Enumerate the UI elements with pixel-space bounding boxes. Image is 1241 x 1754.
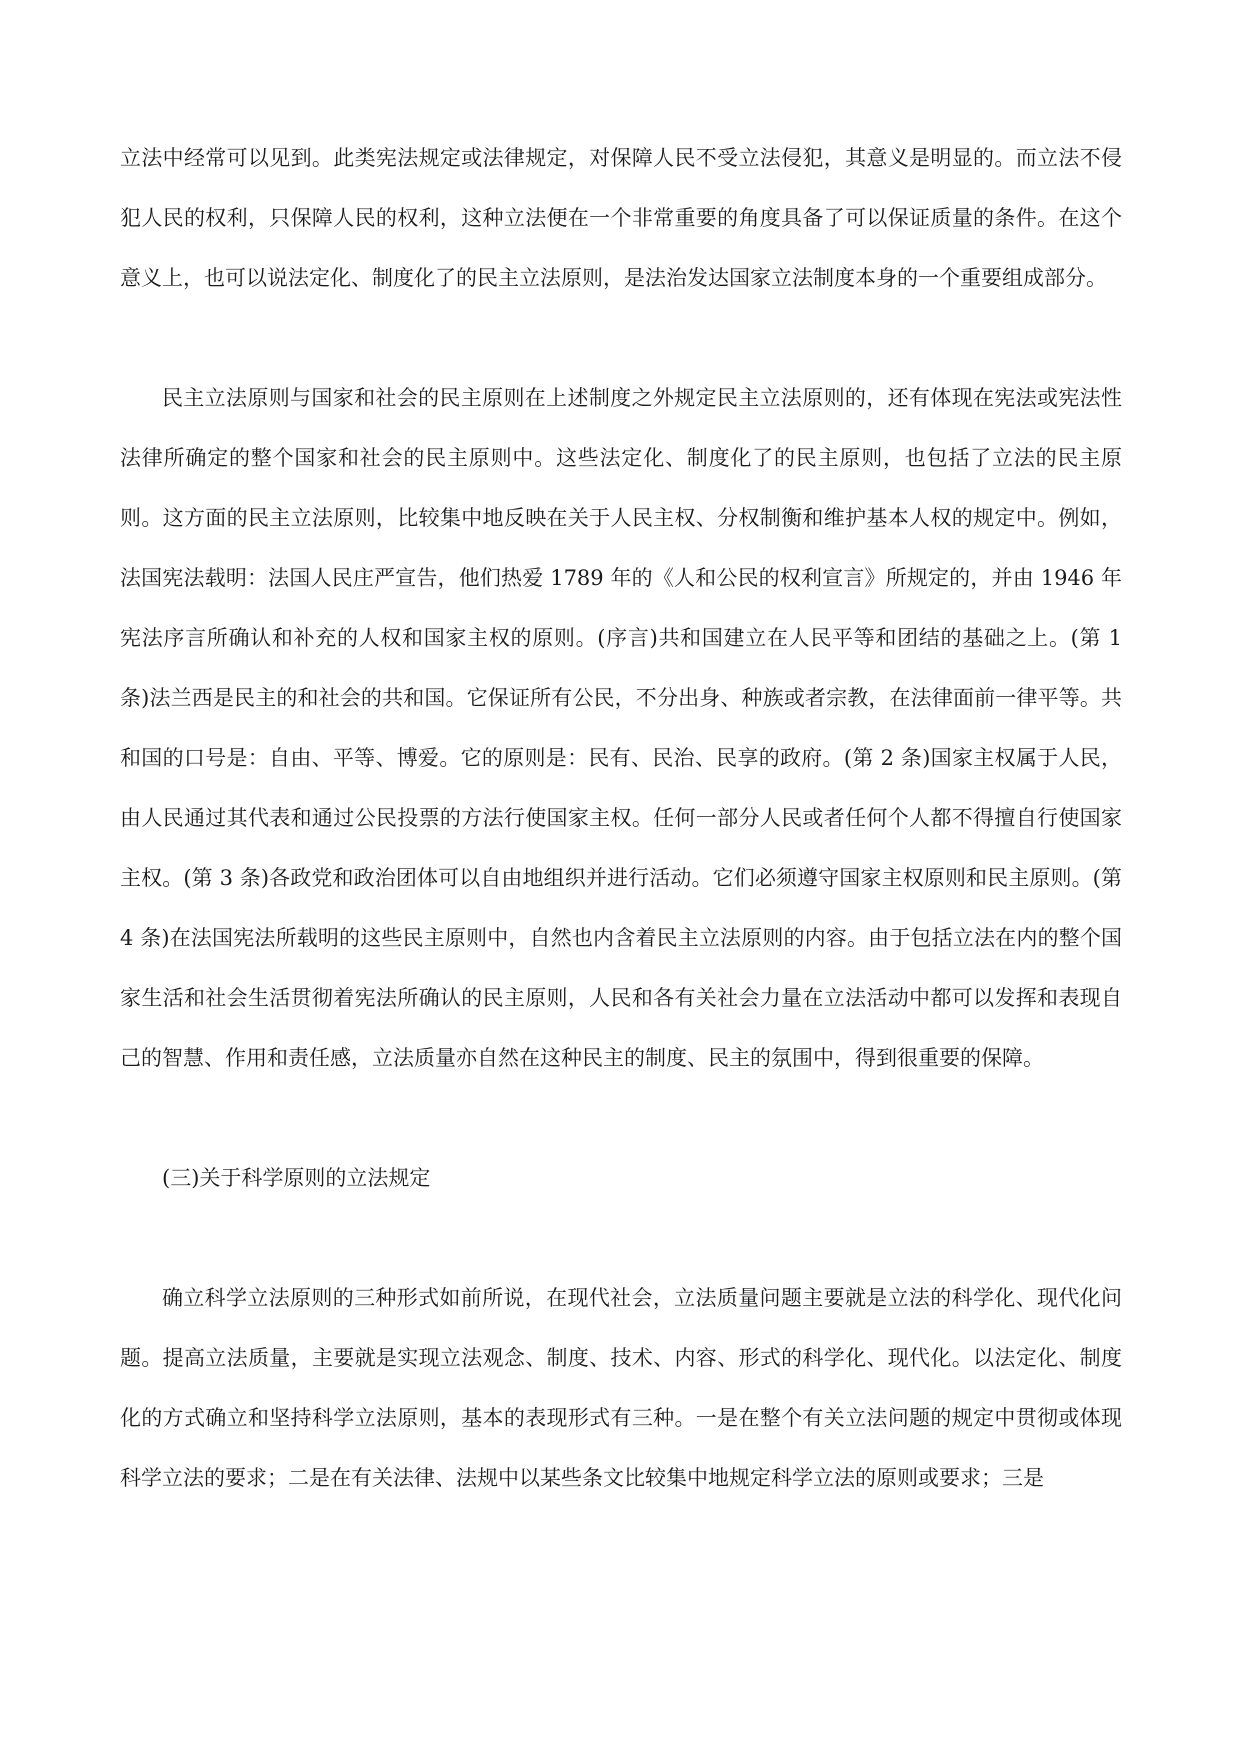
paragraph-3: 确立科学立法原则的三种形式如前所说，在现代社会，立法质量问题主要就是立法的科学化、现代化问题。提高立法质量，主要就是实现立法观念、制度、技术、内容、形式的科学化、现代化。以法定化、制度化的方式确立和坚持科学立法原则，基本的表现形式有三种。一是在整个有关立法问题的规定中贯彻或体现科学立法的要求；二是在有关法律、法规中以某些条文比较集中地规定科学立法的原则或要求；三是 (120, 1286, 1122, 1490)
document-page (120, 128, 1122, 1508)
section-heading: (三)关于科学原则的立法规定 (162, 1166, 431, 1190)
paragraph-gap (120, 1208, 1122, 1268)
paragraph-1: 立法中经常可以见到。此类宪法规定或法律规定，对保障人民不受立法侵犯，其意义是明显的。而立法不侵犯人民的权利，只保障人民的权利，这种立法便在一个非常重要的角度具备了可以保证质量的条件。在这个意义上，也可以说法定化、制度化了的民主立法原则，是法治发达国家立法制度本身的一个重要组成部分。 (120, 146, 1122, 290)
paragraph-gap (120, 308, 1122, 368)
paragraph-gap (120, 1088, 1122, 1148)
paragraph-2: 民主立法原则与国家和社会的民主原则在上述制度之外规定民主立法原则的，还有体现在宪法或宪法性法律所确定的整个国家和社会的民主原则中。这些法定化、制度化了的民主原则，也包括了立法的民主原则。这方面的民主立法原则，比较集中地反映在关于人民主权、分权制衡和维护基本人权的规定中。例如，法国宪法载明：法国人民庄严宣告，他们热爱 1789 年的《人和公民的权利宣言》所规定的，并由 1946 年宪法序言所确认和补充的人权和国家主权的原则。(序言)共和国建立在人民平等和团结的基础之上。(第 1 条)法兰西是民主的和社会的共和国。它保证所有公民，不分出身、种族或者宗教，在法律面前一律平等。共和国的口号是：自由、平等、博爱。它的原则是：民有、民治、民享的政府。(第 2 条)国家主权属于人民，由人民通过其代表和通过公民投票的方法行使国家主权。任何一部分人民或者任何个人都不得擅自行使国家主权。(第 3 条)各政党和政治团体可以自由地组织并进行活动。它们必须遵守国家主权原则和民主原则。(第 4 条)在法国宪法所载明的这些民主原则中，自然也内含着民主立法原则的内容。由于包括立法在内的整个国家生活和社会生活贯彻着宪法所确认的民主原则，人民和各有关社会力量在立法活动中都可以发挥和表现自己的智慧、作用和责任感，立法质量亦自然在这种民主的制度、民主的氛围中，得到很重要的保障。 (120, 386, 1122, 1070)
